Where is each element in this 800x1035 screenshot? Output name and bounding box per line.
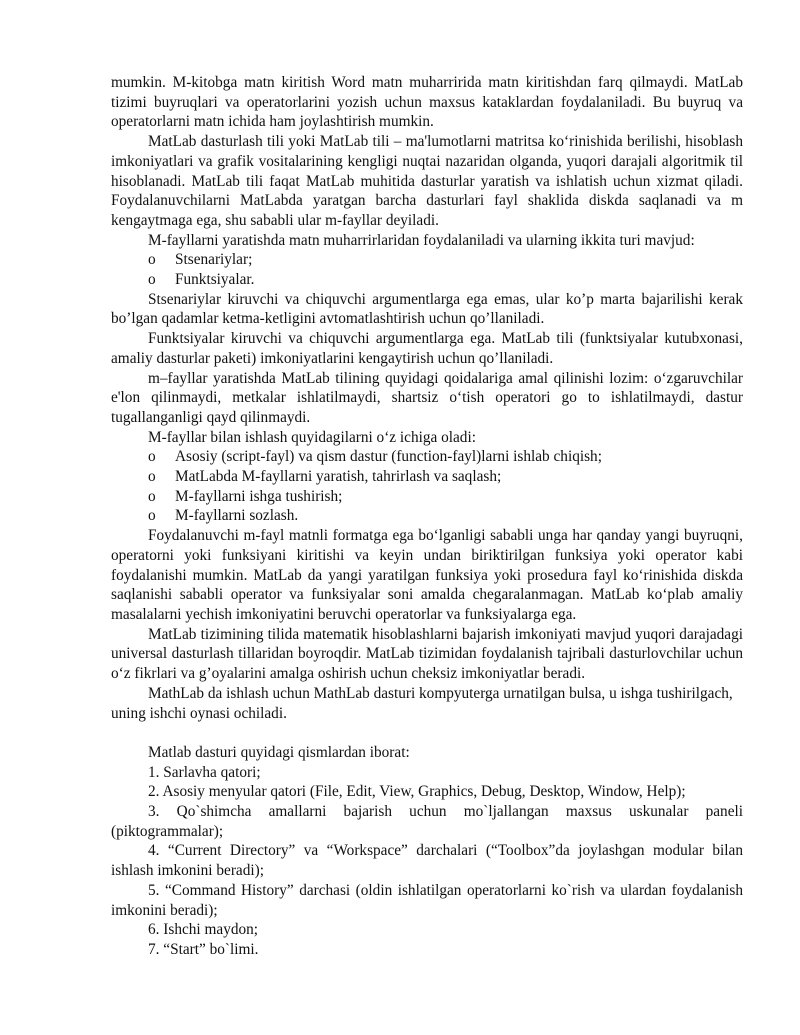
list-item-type — [111, 270, 743, 290]
paragraph-mfiles-types: M-fayllarni yaratishda matn muharrirlaridan foydalaniladi va ularning ikkita turi mavjud: — [148, 231, 695, 249]
bullet-marker: o — [148, 507, 156, 525]
paragraph-matlab-language: MatLab dasturlash tili yoki MatLab tili – ma'lumotlarni matritsa koʻrinishida berilishi, hisoblash imkoniyatlari va grafik vositalarining kengligi nuqtai nazaridan olganda, yuqori darajali algoritmik til hisoblanadi. MatLab tili faqat MatLab muhitida dasturlar yaratish va ishlatish uchun xizmat qiladi. Foydalanuvchilarni MatLabda yaratgan barcha dasturlari fayl shaklida diskda saqlanadi va m kengaytmaga ega, shu sababli ular m-fayllar deyiladi. — [111, 133, 743, 229]
numbered-item: 7. “Start” bo`limi. — [148, 940, 259, 958]
bullet-marker: o — [148, 448, 156, 466]
numbered-item: 2. Asosiy menyular qatori (File, Edit, View, Graphics, Debug, Desktop, Window, Help); — [148, 783, 686, 801]
numbered-item: 3. Qo`shimcha amallarni bajarish uchun mo`ljallangan maxsus uskunalar paneli (piktogrammalar); — [111, 803, 743, 840]
list-item-type — [111, 250, 743, 270]
paragraph-scenarios: Stsenariylar kiruvchi va chiquvchi argumentlarga ega emas, ular koʼp marta bajarilishi kerak boʼlgan qadamlar ketma-ketligini avtomatlashtirish uchun qoʼllaniladi. — [111, 290, 743, 328]
paragraph-working-with-mfiles: M-fayllar bilan ishlash quyidagilarni oʻz ichiga oladi: — [148, 428, 476, 446]
list-item-task — [111, 487, 743, 507]
list-item-task — [111, 467, 743, 487]
list-item-text: Funktsiyalar. — [175, 271, 255, 289]
numbered-item: 4. “Current Directory” va “Workspace” darchalari (“Toolbox”da joylashgan modular bilan ishlash imkonini beradi); — [111, 842, 743, 880]
blank-line — [111, 723, 743, 743]
list-item-text: Stsenariylar; — [175, 251, 253, 269]
paragraph-parts-intro: Matlab dasturi quyidagi qismlardan iborat: — [148, 743, 410, 761]
paragraph-start-matlab: MathLab da ishlash uchun MathLab dasturi kompyuterga urnatilgan bulsa, u ishga tushirilgach, uning ishchi oynasi ochiladi. — [111, 684, 733, 722]
list-item-task — [111, 506, 743, 526]
list-item-text: MatLabda M-fayllarni yaratish, tahrirlash va saqlash; — [175, 468, 502, 486]
bullet-marker: o — [148, 487, 156, 505]
bullet-marker: o — [148, 271, 156, 289]
numbered-item: 6. Ishchi maydon; — [148, 921, 259, 939]
paragraph-rules: m–fayllar yaratishda MatLab tilining quyidagi qoidalariga amal qilinishi lozim: oʻzgaruvchilar e'lon qilinmaydi, metkalar ishlatilmaydi, shartsiz oʻtish operatori go to ishlatilmaydi, dastur tugallanganligi qayd qilinmaydi. — [111, 369, 743, 426]
bullet-marker: o — [148, 468, 156, 486]
paragraph-intro: mumkin. M-kitobga matn kiritish Word matn muharririda matn kiritishdan farq qilmaydi. MatLab tizimi buyruqlari va operatorlarini yozish uchun maxsus kataklardan foydalaniladi. Bu buyruq va operatorlarni matn ichida ham joylashtirish mumkin. — [111, 74, 743, 131]
bullet-marker: o — [148, 251, 156, 269]
numbered-item: 1. Sarlavha qatori; — [148, 763, 261, 781]
list-item-text: M-fayllarni ishga tushirish; — [175, 487, 343, 505]
list-item-text: M-fayllarni sozlash. — [175, 507, 299, 525]
paragraph-user-mfile: Foydalanuvchi m-fayl matnli formatga ega boʻlganligi sababli unga har qanday yangi buyruqni, operatorni yoki funksiyani kiritishi va keyin undan biriktirilgan funksiya yoki operator kabi foydalanishi mumkin. MatLab da yangi yaratilgan funksiya yoki prosedura fayl koʻrinishida diskda saqlanishi sababli operator va funksiyalar soni amalda chegaralanmagan. MatLab koʻplab amaliy masalalarni yechish imkoniyatini beruvchi operatorlar va funksiyalarga ega. — [111, 527, 743, 623]
numbered-item: 5. “Command History” darchasi (oldin ishlatilgan operatorlarni ko`rish va ulardan foydalanish imkonini beradi); — [111, 881, 743, 919]
list-item-text: Asosiy (script-fayl) va qism dastur (function-fayl)larni ishlab chiqish; — [175, 448, 602, 466]
paragraph-functions: Funktsiyalar kiruvchi va chiquvchi argumentlarga ega. MatLab tili (funktsiyalar kutubxonasi, amaliy dasturlar paketi) imkoniyatlarini kengaytirish uchun qoʼllaniladi. — [111, 330, 743, 367]
paragraph-matlab-system: MatLab tizimining tilida matematik hisoblashlarni bajarish imkoniyati mavjud yuqori darajadagi universal dasturlash tillaridan boyroqdir. MatLab tizimidan foydalanish tajribali dasturlovchilar uchun oʻz fikrlari va gʼoyalarini amalga oshirish uchun cheksiz imkoniyatlar beradi. — [111, 625, 743, 683]
list-item-task — [111, 447, 743, 467]
